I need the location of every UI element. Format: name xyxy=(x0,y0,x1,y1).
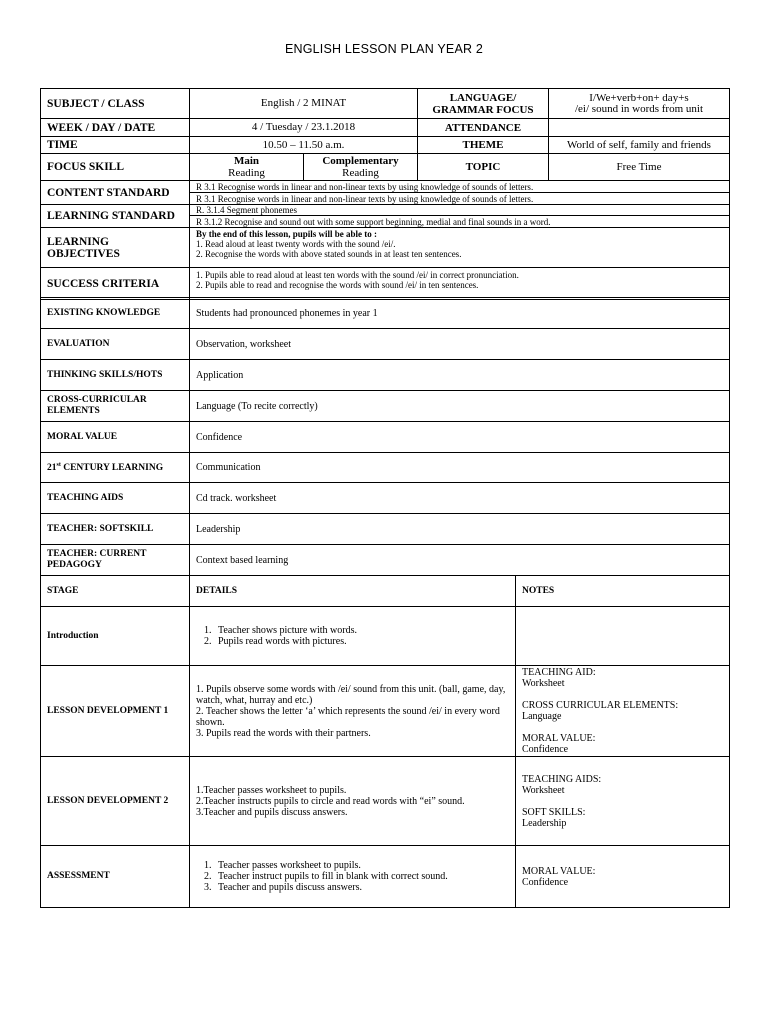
info-row xyxy=(41,298,730,329)
objectives-row xyxy=(41,228,730,268)
assessment-notes xyxy=(516,846,730,908)
note-heading: MORAL VALUE: xyxy=(522,865,596,877)
language-line-1: I/We+verb+on+ day+s xyxy=(589,91,689,104)
introduction-step: 1. Teacher shows picture with words. xyxy=(214,625,509,636)
lesson-development-1-label: LESSON DEVELOPMENT 1 xyxy=(41,666,190,757)
moral-value-value: Confidence xyxy=(190,422,730,453)
success-criterion-2: 2. Pupils able to read and recognise the words with sound /ei/ in ten sentences. xyxy=(196,280,479,290)
learning-row-1 xyxy=(41,205,730,216)
assessment-details xyxy=(190,846,516,908)
moral-value-label: MORAL VALUE xyxy=(41,422,190,453)
complementary-skill-label: Complementary xyxy=(322,155,399,167)
week-row xyxy=(41,119,730,137)
info-row xyxy=(41,360,730,391)
assessment-row xyxy=(41,846,730,908)
topic-label: TOPIC xyxy=(418,154,549,181)
cross-curricular-label: CROSS-CURRICULAR ELEMENTS xyxy=(41,391,190,422)
assessment-step: 2. Teacher instruct pupils to fill in blank with correct sound. xyxy=(214,871,509,882)
teaching-aids-label: TEACHING AIDS xyxy=(41,483,190,514)
notes-header: NOTES xyxy=(516,576,730,607)
existing-knowledge-label: EXISTING KNOWLEDGE xyxy=(41,298,190,329)
lesson-info-table xyxy=(40,297,730,576)
assessment-step: 3. Teacher and pupils discuss answers. xyxy=(214,882,509,893)
lesson-development-2-details xyxy=(190,757,516,846)
info-row xyxy=(41,545,730,576)
lesson-header-table xyxy=(40,88,730,300)
century-text: CENTURY LEARNING xyxy=(60,463,164,474)
content-row-1 xyxy=(41,181,730,193)
ld1-step: 2. Teacher shows the letter ‘a’ which represents the sound /ei/ in every word shown. xyxy=(196,705,500,728)
introduction-step: 2. Pupils read words with pictures. xyxy=(214,636,509,647)
century-number: 21 xyxy=(47,463,57,474)
learning-standard-label: LEARNING STANDARD xyxy=(41,205,190,228)
subject-label: SUBJECT / CLASS xyxy=(41,89,190,119)
main-skill-value: Reading xyxy=(228,167,265,179)
objective-2: 2. Recognise the words with above stated sounds in at least ten sentences. xyxy=(196,249,462,259)
softskill-value: Leadership xyxy=(190,514,730,545)
info-row xyxy=(41,422,730,453)
introduction-row xyxy=(41,607,730,666)
info-row xyxy=(41,483,730,514)
lesson-development-1-details xyxy=(190,666,516,757)
learning-standard-1: R. 3.1.4 Segment phonemes xyxy=(190,205,730,216)
content-standard-2: R 3.1 Recognise words in linear and non-linear texts by using knowledge of sounds of letters. xyxy=(190,193,730,205)
thinking-skills-value: Application xyxy=(190,360,730,391)
ld1-step: 1. Pupils observe some words with /ei/ sound from this unit. (ball, game, day, watch, what, hurray and etc.) xyxy=(196,683,506,706)
lesson-development-2-row xyxy=(41,757,730,846)
attendance-label: ATTENDANCE xyxy=(418,119,549,137)
note-value: Worksheet xyxy=(522,678,565,689)
note-value: Worksheet xyxy=(522,784,565,796)
introduction-notes xyxy=(516,607,730,666)
century-learning-label xyxy=(41,453,190,483)
note-value: Confidence xyxy=(522,876,569,888)
teaching-aids-value: Cd track. worksheet xyxy=(190,483,730,514)
evaluation-value: Observation, worksheet xyxy=(190,329,730,360)
lesson-stages-table xyxy=(40,575,730,908)
objectives-label: LEARNING OBJECTIVES xyxy=(41,228,190,268)
pedagogy-label: TEACHER: CURRENT PEDAGOGY xyxy=(41,545,190,576)
ld2-step: 1.Teacher passes worksheet to pupils. xyxy=(196,784,347,796)
page-title: ENGLISH LESSON PLAN YEAR 2 xyxy=(284,42,484,56)
week-label: WEEK / DAY / DATE xyxy=(41,119,190,137)
subject-value: English / 2 MINAT xyxy=(190,89,418,119)
introduction-label: Introduction xyxy=(41,607,190,666)
note-heading: TEACHING AIDS: xyxy=(522,773,602,785)
evaluation-label: EVALUATION xyxy=(41,329,190,360)
assessment-label: ASSESSMENT xyxy=(41,846,190,908)
language-value xyxy=(549,89,730,119)
time-value: 10.50 – 11.50 a.m. xyxy=(190,137,418,154)
objectives-value xyxy=(190,228,730,268)
thinking-skills-label: THINKING SKILLS/HOTS xyxy=(41,360,190,391)
theme-value: World of self, family and friends xyxy=(549,137,730,154)
content-label: CONTENT STANDARD xyxy=(41,181,190,205)
time-label: TIME xyxy=(41,137,190,154)
info-row xyxy=(41,514,730,545)
success-row xyxy=(41,268,730,300)
ld1-step: 3. Pupils read the words with their partners. xyxy=(196,727,371,739)
softskill-label: TEACHER: SOFTSKILL xyxy=(41,514,190,545)
lesson-development-1-notes xyxy=(516,666,730,757)
introduction-details xyxy=(190,607,516,666)
note-value: Language xyxy=(522,711,562,722)
topic-value: Free Time xyxy=(549,154,730,181)
content-standard-1: R 3.1 Recognise words in linear and non-linear texts by using knowledge of sounds of letters. xyxy=(190,181,730,193)
week-value: 4 / Tuesday / 23.1.2018 xyxy=(190,119,418,137)
subject-row xyxy=(41,89,730,119)
success-value xyxy=(190,268,730,300)
note-heading: CROSS CURRICULAR ELEMENTS: xyxy=(522,700,679,711)
note-value: Leadership xyxy=(522,817,567,829)
success-criterion-1: 1. Pupils able to read aloud at least ten words with the sound /ei/ in correct pronunciation. xyxy=(196,270,519,280)
stage-header: STAGE xyxy=(41,576,190,607)
focus-row xyxy=(41,154,730,181)
century-suffix: st xyxy=(56,462,61,469)
learning-standard-2: R 3.1.2 Recognise and sound out with some support beginning, medial and final sounds in a word. xyxy=(190,216,730,228)
success-label: SUCCESS CRITERIA xyxy=(41,268,190,300)
attendance-value xyxy=(549,119,730,137)
complementary-skill xyxy=(304,154,418,181)
main-skill xyxy=(190,154,304,181)
note-heading: MORAL VALUE: xyxy=(522,733,596,744)
ld2-step: 3.Teacher and pupils discuss answers. xyxy=(196,806,348,818)
note-heading: SOFT SKILLS: xyxy=(522,806,586,818)
complementary-skill-value: Reading xyxy=(342,167,379,179)
lesson-development-2-notes xyxy=(516,757,730,846)
note-heading: TEACHING AID: xyxy=(522,667,596,678)
info-row xyxy=(41,391,730,422)
language-line-2: /ei/ sound in words from unit xyxy=(574,102,704,115)
cross-curricular-value: Language (To recite correctly) xyxy=(190,391,730,422)
details-header: DETAILS xyxy=(190,576,516,607)
info-row xyxy=(41,329,730,360)
objectives-intro: By the end of this lesson, pupils will be able to : xyxy=(196,229,378,239)
focus-label: FOCUS SKILL xyxy=(41,154,190,181)
note-value: Confidence xyxy=(522,744,569,755)
pedagogy-value: Context based learning xyxy=(190,545,730,576)
lesson-development-2-label: LESSON DEVELOPMENT 2 xyxy=(41,757,190,846)
assessment-step: 1. Teacher passes worksheet to pupils. xyxy=(214,860,509,871)
ld2-step: 2.Teacher instructs pupils to circle and read words with “ei” sound. xyxy=(196,795,465,807)
lesson-development-1-row xyxy=(41,666,730,757)
objective-1: 1. Read aloud at least twenty words with the sound /ei/. xyxy=(196,239,396,249)
existing-knowledge-value: Students had pronounced phonemes in year 1 xyxy=(190,298,730,329)
main-skill-label: Main xyxy=(233,155,260,167)
time-row xyxy=(41,137,730,154)
stage-header-row xyxy=(41,576,730,607)
century-learning-value: Communication xyxy=(190,453,730,483)
language-label: LANGUAGE/ GRAMMAR FOCUS xyxy=(418,89,549,119)
theme-label: THEME xyxy=(418,137,549,154)
info-row xyxy=(41,453,730,483)
